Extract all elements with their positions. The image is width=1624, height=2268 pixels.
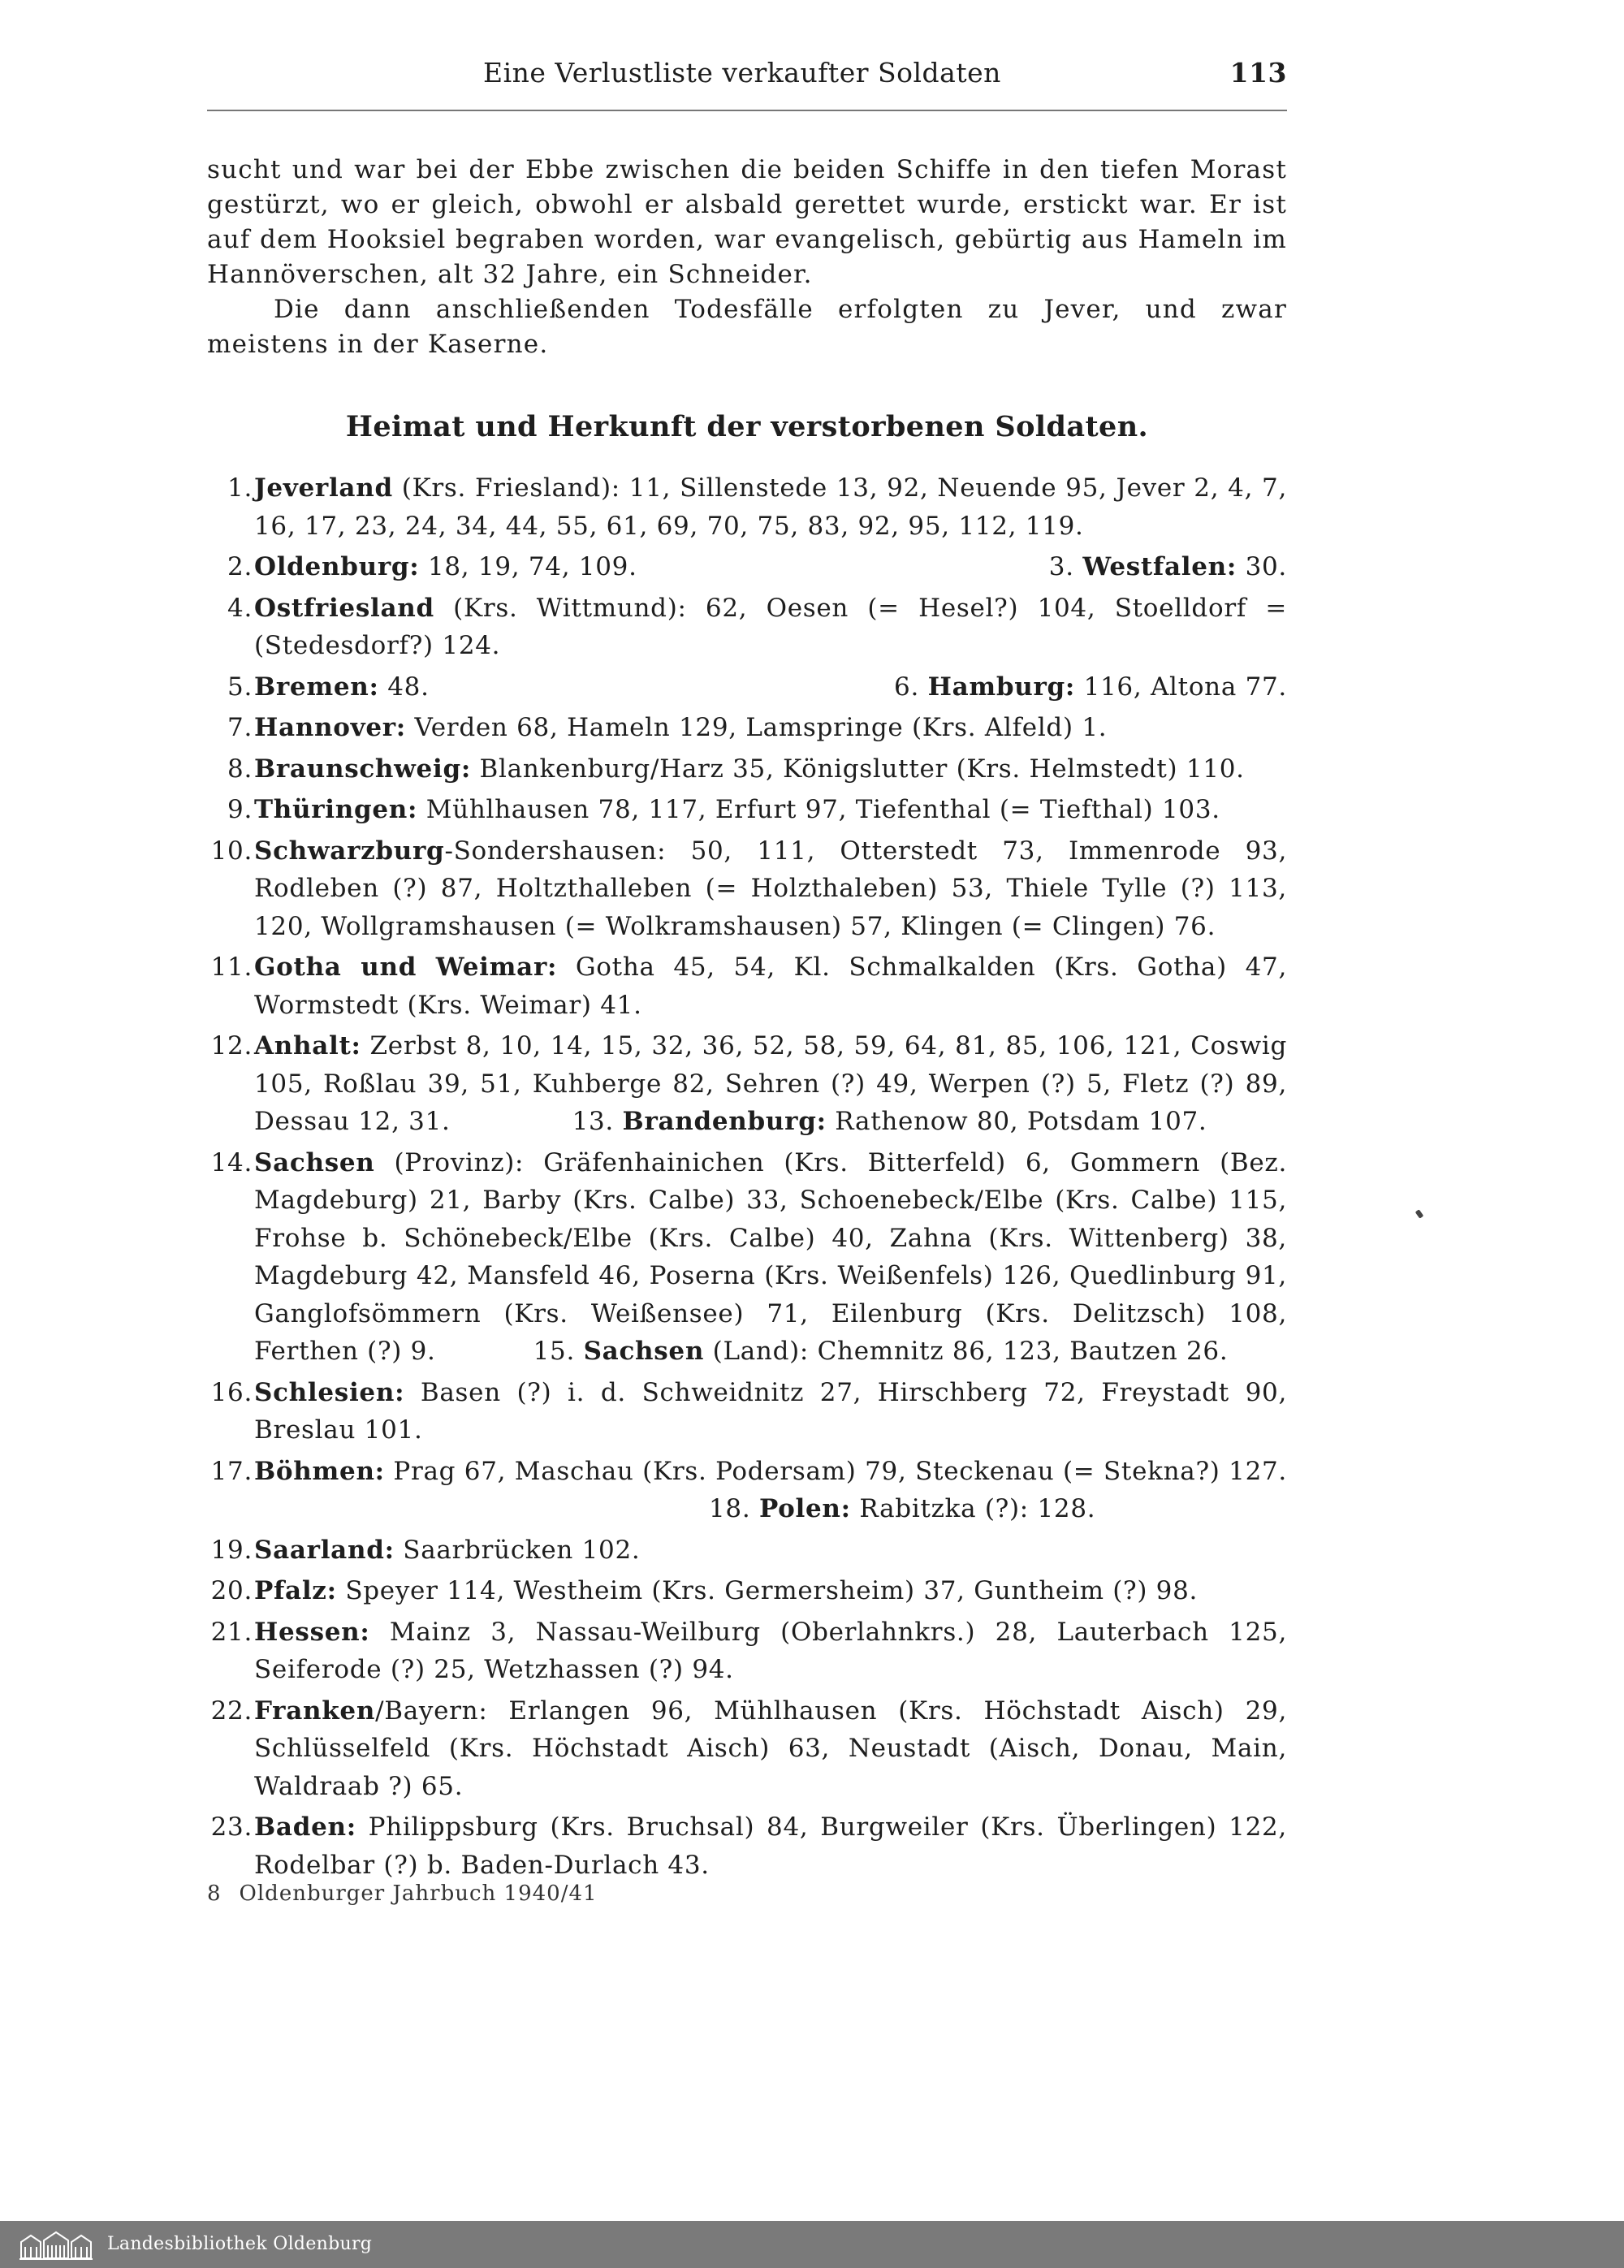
region-name: Sachsen — [583, 1337, 705, 1366]
list-item — [207, 750, 1287, 788]
list-item — [207, 709, 1287, 747]
item-text: Rathenow 80, Potsdam 107. — [826, 1107, 1207, 1136]
item-text: Verden 68, Hameln 129, Lamspringe (Krs. Alfeld) 1. — [405, 713, 1108, 742]
footnote-text: Oldenburger Jahrbuch 1940/41 — [239, 1881, 598, 1906]
region-name: Bremen: — [254, 672, 379, 702]
region-name: Sachsen — [254, 1147, 375, 1177]
list-item — [207, 1374, 1287, 1449]
region-name: Hessen: — [254, 1617, 370, 1647]
region-name: Polen: — [758, 1494, 851, 1523]
item-text: Mühlhausen 78, 117, Erfurt 97, Tiefenthal (= Tiefthal) 103. — [417, 795, 1220, 824]
item-text: (Krs. Friesland): 11, Sillenstede 13, 92, Neuende 95, Jever 2, 4, 7, 16, 17, 23, 24, 34, 44, 55, 61, 69, 70, 75, 83, 92, 95, 112, 119. — [254, 473, 1287, 541]
list-item — [207, 1144, 1287, 1371]
region-name: Baden: — [254, 1812, 356, 1842]
item-number: 3. — [1048, 552, 1074, 581]
item-number: 7. — [227, 713, 253, 742]
item-number: 4. — [227, 593, 253, 623]
region-name: Saarland: — [254, 1535, 395, 1565]
region-name: Braunschweig: — [254, 754, 471, 784]
item-text: 48. — [378, 672, 430, 702]
running-header — [207, 57, 1287, 106]
item-number: 18. — [709, 1494, 751, 1523]
region-name: Franken — [254, 1696, 376, 1726]
item-text: (Land): Chemnitz 86, 123, Bautzen 26. — [704, 1337, 1229, 1366]
list-item — [207, 1531, 1287, 1570]
item-text: Philippsburg (Krs. Bruchsal) 84, Burgweiler (Krs. Überlingen) 122, Rodelbar (?) b. Baden-Durlach 43. — [254, 1812, 1287, 1880]
region-name: Brandenburg: — [622, 1107, 827, 1136]
footnote-number: 8 — [207, 1881, 222, 1906]
library-building-icon — [18, 2229, 94, 2260]
item-text: 18, 19, 74, 109. — [419, 552, 637, 581]
origin-list — [207, 469, 1287, 1887]
item-number: 19. — [210, 1535, 253, 1565]
item-text: Zerbst 8, 10, 14, 15, 32, 36, 52, 58, 59, 64, 81, 85, 106, 121, Coswig 105, Roßlau 39, 51, Kuhberge 82, Sehren (?) 49, Werpen (?) 5, Fletz (?) 89, Dessau 12, 31. — [254, 1031, 1287, 1136]
item-number: 11. — [210, 953, 253, 982]
item-text: Blankenburg/Harz 35, Königslutter (Krs. Helmstedt) 110. — [470, 754, 1245, 784]
intro-paragraph-2: Die dann anschließenden Todesfälle erfolgten zu Jever, und zwar meistens in der Kaserne. — [207, 295, 1287, 359]
region-name: Thüringen: — [254, 795, 418, 824]
region-name: Schlesien: — [254, 1377, 405, 1407]
item-number: 8. — [227, 754, 253, 784]
item-text: Basen (?) i. d. Schweidnitz 27, Hirschberg 72, Freystadt 90, Breslau 101. — [254, 1377, 1287, 1445]
item-number: 17. — [210, 1456, 253, 1486]
list-item — [207, 469, 1287, 545]
item-number: 14. — [210, 1147, 253, 1177]
item-number: 16. — [210, 1377, 253, 1407]
item-number: 6. — [894, 672, 920, 702]
library-name: Landesbibliothek Oldenburg — [107, 2234, 373, 2254]
list-item — [207, 1808, 1287, 1884]
region-name: Ostfriesland — [254, 593, 434, 623]
item-number: 10. — [210, 836, 253, 866]
region-name: Oldenburg: — [254, 552, 420, 581]
intro-paragraph-1: sucht und war bei der Ebbe zwischen die beiden Schiffe in den tiefen Morast gestürzt, wo er gleich, obwohl er alsbald gerettet wurde, erstickt war. Er ist auf dem Hooksiel begraben worden, war evangelisch, gebürtig aus Hameln im Hannöverschen, alt 32 Jahre, ein Schneider. — [207, 155, 1287, 289]
list-item — [207, 791, 1287, 829]
header-divider — [207, 110, 1287, 111]
page-number: 113 — [1229, 57, 1287, 89]
item-number: 9. — [227, 795, 253, 824]
intro-text — [207, 153, 1287, 362]
region-name: Schwarzburg — [254, 836, 445, 866]
list-item — [207, 590, 1287, 665]
item-text: Speyer 114, Westheim (Krs. Germersheim) 37, Guntheim (?) 98. — [336, 1576, 1199, 1605]
section-heading: Heimat und Herkunft der verstorbenen Soldaten. — [345, 410, 1149, 443]
list-item — [207, 832, 1287, 946]
item-text: Rabitzka (?): 128. — [850, 1494, 1096, 1523]
list-item — [207, 668, 1287, 706]
item-text: (Krs. Wittmund): 62, Oesen (= Hesel?) 104, Stoelldorf = (Stedesdorf?) 124. — [254, 593, 1287, 660]
item-number: 15. — [533, 1337, 576, 1366]
list-item — [207, 548, 1287, 586]
list-item — [207, 1572, 1287, 1610]
item-text: Gotha 45, 54, Kl. Schmalkalden (Krs. Gotha) 47, Wormstedt (Krs. Weimar) 41. — [254, 953, 1287, 1020]
item-text: (Provinz): Gräfenhainichen (Krs. Bitterfeld) 6, Gommern (Bez. Magdeburg) 21, Barby (Krs. Calbe) 33, Schoenebeck/Elbe (Krs. Calbe) 115, Frohse b. Schönebeck/Elbe (Krs. Calbe) 40, Zahna (Krs. Wittenberg) 38, Magdeburg 42, Mansfeld 46, Poserna (Krs. Weißenfels) 126, Quedlinburg 91, Ganglofsömmern (Krs. Weißensee) 71, Eilenburg (Krs. Delitzsch) 108, Ferthen (?) 9. — [254, 1147, 1287, 1366]
region-name: Westfalen: — [1082, 552, 1237, 581]
footnote — [207, 1881, 598, 1906]
item-text: /Bayern: Erlangen 96, Mühlhausen (Krs. Höchstadt Aisch) 29, Schlüsselfeld (Krs. Höchstadt Aisch) 63, Neustadt (Aisch, Donau, Main, Waldraab ?) 65. — [254, 1696, 1287, 1801]
item-text: Saarbrücken 102. — [394, 1535, 641, 1565]
list-item — [207, 948, 1287, 1024]
library-footer-bar — [0, 2221, 1624, 2268]
item-number: 20. — [210, 1576, 253, 1605]
scan-speck — [1415, 1209, 1424, 1219]
region-name: Hannover: — [254, 713, 406, 742]
item-text: -Sondershausen: 50, 111, Otterstedt 73, Immenrode 93, Rodleben (?) 87, Holtzthalleben (= Holzthaleben) 53, Thiele Tylle (?) 113, 120, Wollgramshausen (= Wolkramshausen) 57, Klingen (= Clingen) 76. — [254, 836, 1287, 941]
list-item — [207, 1614, 1287, 1689]
item-text: 30. — [1237, 552, 1287, 581]
region-name: Jeverland — [254, 473, 393, 503]
item-number: 23. — [210, 1812, 253, 1842]
item-number: 2. — [227, 552, 253, 581]
item-number: 13. — [572, 1107, 614, 1136]
list-item — [207, 1453, 1287, 1528]
region-name: Anhalt: — [254, 1031, 361, 1061]
item-number: 1. — [227, 473, 253, 503]
item-text: Mainz 3, Nassau-Weilburg (Oberlahnkrs.) 28, Lauterbach 125, Seiferode (?) 25, Wetzhassen (?) 94. — [254, 1617, 1287, 1684]
region-name: Hamburg: — [927, 672, 1076, 702]
region-name: Gotha und Weimar: — [254, 953, 558, 982]
running-title: Eine Verlustliste verkaufter Soldaten — [483, 57, 1001, 89]
item-number: 22. — [210, 1696, 253, 1726]
item-number: 5. — [227, 672, 253, 702]
item-number: 12. — [210, 1031, 253, 1061]
region-name: Pfalz: — [254, 1576, 337, 1605]
list-item — [207, 1027, 1287, 1141]
list-item — [207, 1692, 1287, 1806]
item-text: 116, Altona 77. — [1075, 672, 1287, 702]
item-number: 21. — [210, 1617, 253, 1647]
item-text: Prag 67, Maschau (Krs. Podersam) 79, Steckenau (= Stekna?) 127. — [384, 1456, 1287, 1486]
region-name: Böhmen: — [254, 1456, 385, 1486]
